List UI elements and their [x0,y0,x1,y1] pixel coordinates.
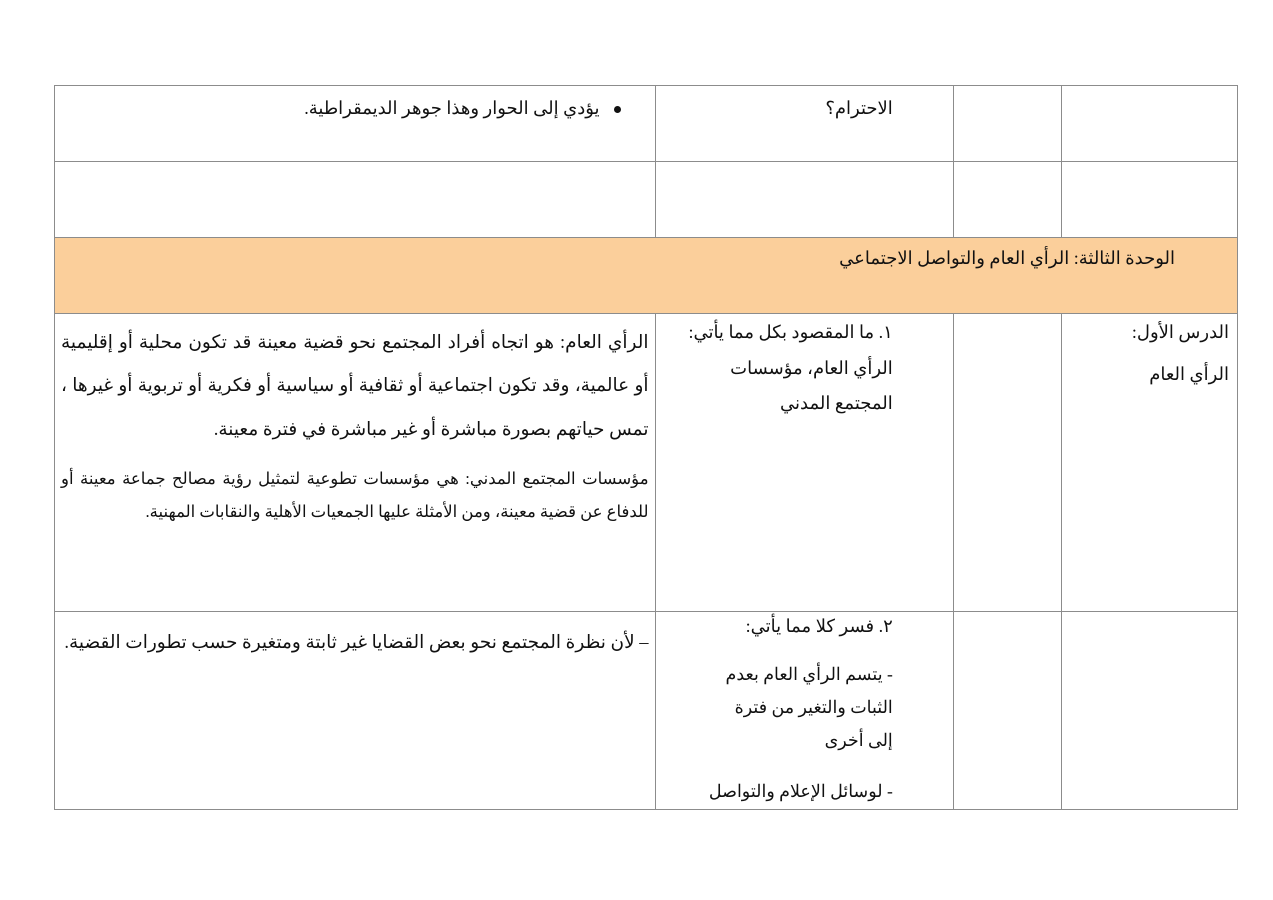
table-row [55,86,1238,162]
empty-cell [953,314,1061,612]
empty-cell [1061,612,1237,810]
definition-public-opinion: الرأي العام: هو اتجاه أفراد المجتمع نحو قضية معينة قد تكون محلية أو إقليمية أو عالمية، وقد تكون اجتماعية أو ثقافية أو سياسية أو فكرية أو تربوية أو غيرها ، تمس حياتهم بصورة مباشرة أو غير مباشرة في فترة معينة. [61,333,649,440]
unit-title: الوحدة الثالثة: الرأي العام والتواصل الاجتماعي [839,248,1175,268]
answer-bullet-text: يؤدي إلى الحوار وهذا جوهر الديمقراطية. [304,98,600,118]
lesson-cell [1061,86,1237,162]
empty-cell [953,86,1061,162]
question-sub-item: - يتسم الرأي العام بعدم الثبات والتغير من فترة إلى أخرى [725,663,893,751]
question-title: ١. ما المقصود بكل مما يأتي: [688,322,893,342]
answer-cell [55,86,656,162]
unit-header-row [55,238,1238,314]
lesson-number: الدرس الأول: [1131,322,1229,342]
question-cell [655,314,953,612]
question-line: المجتمع المدني [780,393,893,414]
question-line: الرأي العام، مؤسسات [730,357,893,378]
question-text: الاحترام؟ [825,98,893,118]
empty-cell [1061,162,1237,238]
definition-civil-society: مؤسسات المجتمع المدني: هي مؤسسات تطوعية لتمثيل رؤية مصالح جماعة معينة أو للدفاع عن قضية معينة، ومن الأمثلة عليها الجمعيات الأهلية والنقابات المهنية. [61,469,649,522]
question-cell [655,86,953,162]
table-row [55,612,1238,810]
question-sub-item: - لوسائل الإعلام والتواصل [708,781,893,802]
lesson-cell [1061,314,1237,612]
lesson-title: الرأي العام [1149,363,1229,384]
answer-bullet-item [55,86,655,120]
lesson-plan-table [54,85,1238,810]
unit-header-cell [55,238,1238,314]
answer-cell [55,314,656,612]
question-title: ٢. فسر كلا مما يأتي: [745,616,893,636]
question-cell [655,612,953,810]
empty-cell [655,162,953,238]
table-row [55,162,1238,238]
empty-cell [55,162,656,238]
answer-cell [55,612,656,810]
empty-cell [953,162,1061,238]
bullet-icon [614,106,621,113]
empty-cell [953,612,1061,810]
table-row [55,314,1238,612]
explanation-answer: – لأن نظرة المجتمع نحو بعض القضايا غير ثابتة ومتغيرة حسب تطورات القضية. [64,633,649,653]
